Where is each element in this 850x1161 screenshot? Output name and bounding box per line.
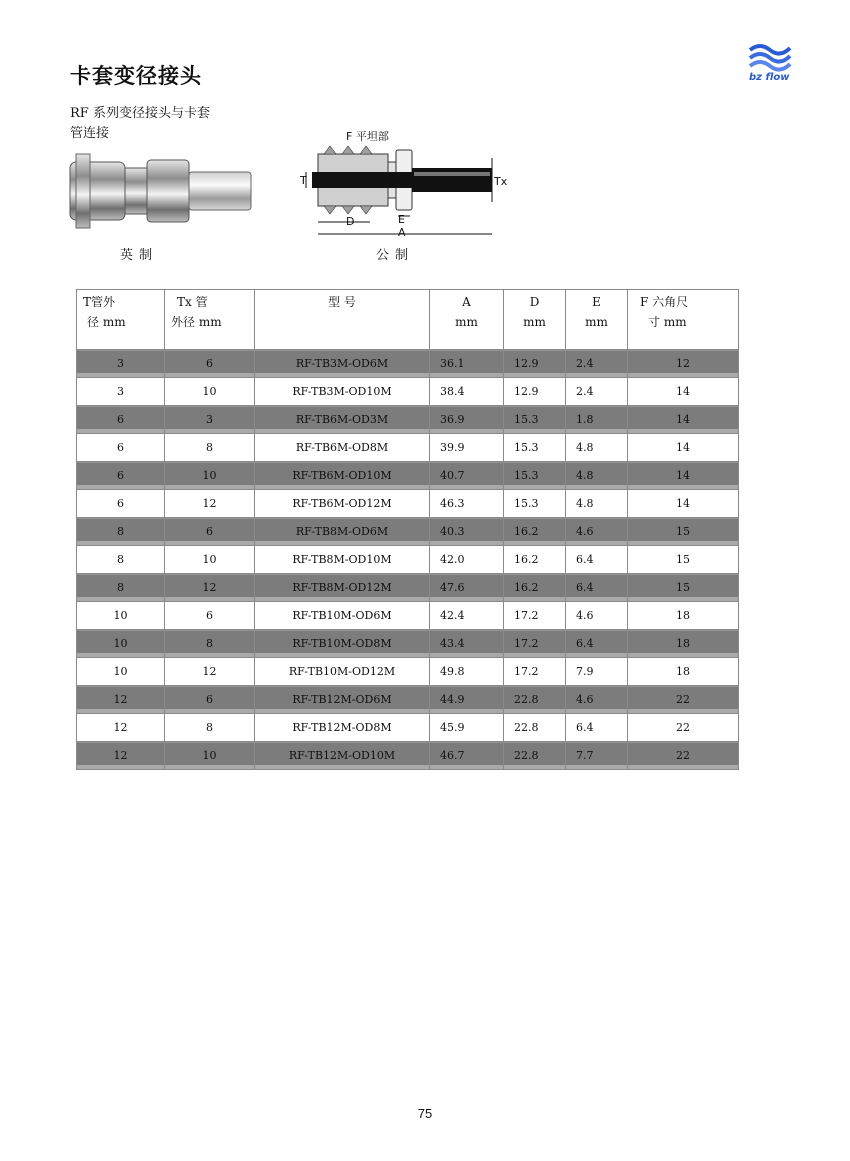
header-t-od [77,290,165,350]
cell-t-od: 8 [77,518,165,546]
cell-e: 4.6 [566,686,628,714]
table-row [77,714,739,742]
cell-model: RF-TB6M-OD8M [255,434,430,462]
cell-f-hex: 15 [628,546,739,574]
cell-t-od: 6 [77,434,165,462]
caption-british: 英制 [120,248,159,263]
header-line: 外径 mm [171,315,222,329]
header-e [566,290,628,350]
header-line: T管外 [83,295,116,309]
cell-e: 6.4 [566,630,628,658]
table-row [77,574,739,602]
subtitle-line-1: RF 系列变径接头与卡套 [70,106,210,121]
cell-tx-od: 10 [165,742,255,770]
cell-a: 40.3 [430,518,504,546]
cell-a: 39.9 [430,434,504,462]
table-row [77,350,739,378]
header-a [430,290,504,350]
diagram-label-f: F 平坦部 [346,130,389,143]
header-d [504,290,566,350]
caption-metric: 公制 [376,248,415,263]
cell-a: 42.0 [430,546,504,574]
header-line: D [529,295,540,309]
cell-t-od: 8 [77,546,165,574]
cell-model: RF-TB8M-OD6M [255,518,430,546]
table-row [77,490,739,518]
header-f-hex [628,290,739,350]
header-line: mm [523,315,546,329]
cell-t-od: 3 [77,378,165,406]
cell-model: RF-TB6M-OD12M [255,490,430,518]
cell-t-od: 10 [77,630,165,658]
cell-t-od: 10 [77,658,165,686]
cell-e: 4.8 [566,462,628,490]
cell-tx-od: 10 [165,462,255,490]
diagram-label-t: T [300,174,307,187]
cell-tx-od: 6 [165,350,255,378]
cell-t-od: 12 [77,714,165,742]
cell-tx-od: 12 [165,574,255,602]
cell-t-od: 8 [77,574,165,602]
cell-d: 16.2 [504,546,566,574]
cell-e: 2.4 [566,350,628,378]
cell-t-od: 12 [77,742,165,770]
cell-a: 36.9 [430,406,504,434]
cell-d: 12.9 [504,378,566,406]
cell-model: RF-TB6M-OD3M [255,406,430,434]
cell-model: RF-TB8M-OD12M [255,574,430,602]
table-row [77,434,739,462]
cell-e: 7.9 [566,658,628,686]
table-row [77,546,739,574]
cell-d: 16.2 [504,574,566,602]
cell-a: 40.7 [430,462,504,490]
header-line: 径 mm [87,315,126,329]
cell-e: 4.6 [566,518,628,546]
cell-e: 4.8 [566,434,628,462]
cell-t-od: 6 [77,462,165,490]
cell-d: 17.2 [504,602,566,630]
logo-text: bz flow [749,72,790,83]
header-line: mm [455,315,478,329]
cell-f-hex: 15 [628,574,739,602]
cell-tx-od: 10 [165,546,255,574]
cell-model: RF-TB3M-OD10M [255,378,430,406]
cell-tx-od: 8 [165,434,255,462]
cell-d: 15.3 [504,406,566,434]
cell-d: 15.3 [504,434,566,462]
cell-d: 16.2 [504,518,566,546]
cell-a: 47.6 [430,574,504,602]
cell-tx-od: 8 [165,630,255,658]
table-row [77,462,739,490]
cell-f-hex: 12 [628,350,739,378]
cell-t-od: 6 [77,490,165,518]
cell-d: 15.3 [504,462,566,490]
diagram-label-e: E [398,213,405,226]
cell-t-od: 3 [77,350,165,378]
header-line: A [462,295,471,309]
table-row [77,378,739,406]
cell-model: RF-TB6M-OD10M [255,462,430,490]
cell-model: RF-TB10M-OD12M [255,658,430,686]
header-line: E [592,295,601,309]
cell-a: 36.1 [430,350,504,378]
cell-a: 38.4 [430,378,504,406]
cell-f-hex: 18 [628,602,739,630]
cell-model: RF-TB10M-OD6M [255,602,430,630]
cell-a: 49.8 [430,658,504,686]
cell-tx-od: 12 [165,490,255,518]
diagram-label-d: D [346,215,355,228]
cell-a: 46.7 [430,742,504,770]
table-row [77,630,739,658]
header-line: F 六角尺 [640,295,689,309]
cell-f-hex: 22 [628,686,739,714]
cell-d: 17.2 [504,658,566,686]
subtitle [70,104,210,144]
cell-f-hex: 14 [628,434,739,462]
cell-f-hex: 14 [628,490,739,518]
cell-f-hex: 14 [628,406,739,434]
cell-e: 7.7 [566,742,628,770]
cell-model: RF-TB12M-OD6M [255,686,430,714]
page-number: 75 [417,1106,433,1121]
cell-f-hex: 14 [628,378,739,406]
cell-model: RF-TB10M-OD8M [255,630,430,658]
cell-f-hex: 22 [628,742,739,770]
cell-tx-od: 3 [165,406,255,434]
fitting-photo-icon [68,148,253,238]
subtitle-line-2: 管连接 [70,126,110,141]
cell-e: 4.6 [566,602,628,630]
dimension-diagram [298,128,496,242]
cell-d: 22.8 [504,686,566,714]
cell-tx-od: 10 [165,378,255,406]
cell-d: 22.8 [504,714,566,742]
cell-model: RF-TB12M-OD8M [255,714,430,742]
cell-tx-od: 6 [165,518,255,546]
header-model [255,290,430,350]
table-row [77,518,739,546]
cell-e: 4.8 [566,490,628,518]
cell-tx-od: 6 [165,602,255,630]
cell-a: 44.9 [430,686,504,714]
cell-f-hex: 22 [628,714,739,742]
table-row [77,406,739,434]
header-line: 型 号 [328,295,356,309]
table-row [77,686,739,714]
cell-f-hex: 18 [628,630,739,658]
cell-e: 2.4 [566,378,628,406]
cell-model: RF-TB12M-OD10M [255,742,430,770]
cell-a: 42.4 [430,602,504,630]
table-header-row [77,290,739,350]
cell-model: RF-TB8M-OD10M [255,546,430,574]
cell-f-hex: 18 [628,658,739,686]
cell-t-od: 12 [77,686,165,714]
cell-e: 6.4 [566,714,628,742]
cell-e: 6.4 [566,546,628,574]
cell-d: 15.3 [504,490,566,518]
table-row [77,658,739,686]
header-tx-od [165,290,255,350]
cell-t-od: 10 [77,602,165,630]
cell-model: RF-TB3M-OD6M [255,350,430,378]
diagram-label-a: A [398,226,406,239]
cell-tx-od: 8 [165,714,255,742]
cell-f-hex: 14 [628,462,739,490]
cell-d: 12.9 [504,350,566,378]
cell-a: 46.3 [430,490,504,518]
header-line: Tx 管 [177,295,208,309]
table-row [77,742,739,770]
table-row [77,602,739,630]
cell-a: 43.4 [430,630,504,658]
cell-a: 45.9 [430,714,504,742]
spec-table [76,289,739,770]
page-title: 卡套变径接头 [70,64,202,88]
diagram-label-tx: Tx [494,175,508,188]
header-line: mm [585,315,608,329]
cell-t-od: 6 [77,406,165,434]
cell-e: 6.4 [566,574,628,602]
cell-d: 22.8 [504,742,566,770]
cell-tx-od: 6 [165,686,255,714]
cell-f-hex: 15 [628,518,739,546]
cell-tx-od: 12 [165,658,255,686]
header-line: 寸 mm [648,315,687,329]
cell-d: 17.2 [504,630,566,658]
cell-e: 1.8 [566,406,628,434]
